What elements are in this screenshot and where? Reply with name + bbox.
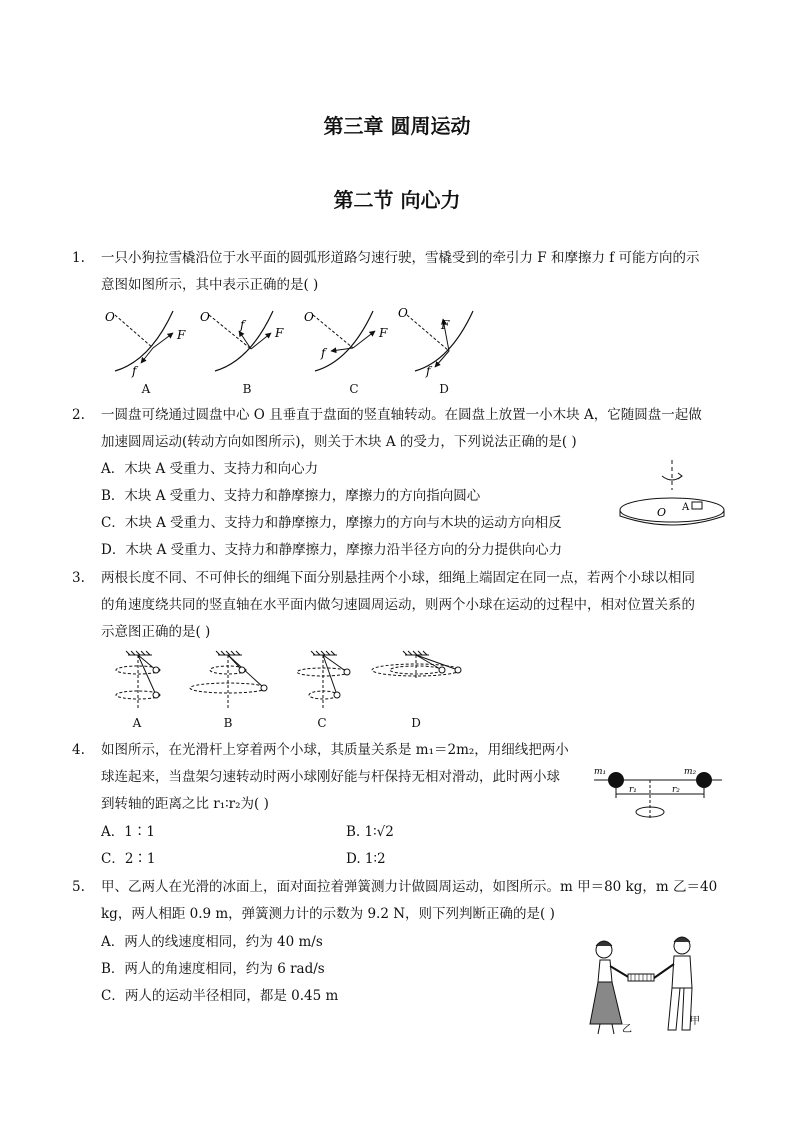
option-c-diagram bbox=[304, 310, 388, 371]
question-text-line: 两根长度不同、不可伸长的细绳下面分别悬挂两个小球，细绳上端固定在同一点，若两个小球以相同 bbox=[101, 570, 695, 586]
option-b-diagram bbox=[190, 651, 267, 710]
force-f-label: F bbox=[379, 326, 388, 340]
option-b-diagram bbox=[200, 310, 284, 371]
person-jia-label: 甲 bbox=[690, 1016, 700, 1027]
center-o-label: O bbox=[657, 506, 667, 519]
rod-balls-figure bbox=[592, 762, 724, 824]
center-o-label: O bbox=[398, 306, 408, 320]
option-b[interactable]: B．两人的角速度相同，约为 6 rad/s bbox=[101, 961, 325, 977]
option-a-diagram bbox=[116, 651, 160, 710]
option-d-diagram bbox=[372, 651, 461, 680]
question-text-line: 的角速度绕共同的竖直轴在水平面内做匀速圆周运动，则两个小球在运动的过程中，相对位置关系的 bbox=[101, 597, 695, 613]
figure-label-b: B bbox=[242, 382, 252, 396]
friction-f-label: f bbox=[132, 364, 137, 378]
radius-r2-label: r₂ bbox=[672, 785, 680, 795]
figure-label-d: D bbox=[411, 716, 421, 730]
ice-skaters-figure bbox=[582, 932, 702, 1042]
option-c-diagram bbox=[297, 651, 350, 710]
question-number: 4. bbox=[72, 742, 85, 758]
rotating-disk-figure bbox=[612, 460, 732, 530]
center-o-label: O bbox=[105, 310, 115, 324]
force-f-label: F bbox=[275, 326, 284, 340]
option-c[interactable]: C．木块 A 受重力、支持力和静摩擦力，摩擦力的方向与木块的运动方向相反 bbox=[101, 515, 562, 531]
force-f-label: F bbox=[441, 318, 450, 332]
right-skater-illustration bbox=[654, 937, 700, 1030]
question-text-line: 甲、乙两人在光滑的冰面上，面对面拉着弹簧测力计做圆周运动，如图所示。m 甲＝80 kg，m 乙＝40 bbox=[101, 879, 718, 895]
option-b[interactable]: B．木块 A 受重力、支持力和静摩擦力，摩擦力的方向指向圆心 bbox=[101, 488, 481, 504]
option-c[interactable]: C．2∶1 bbox=[101, 851, 156, 867]
figure-label-b: B bbox=[223, 716, 233, 730]
question-text-line: 加速圆周运动(转动方向如图所示)，则关于木块 A 的受力，下列说法正确的是( ) bbox=[101, 434, 577, 450]
option-d-diagram bbox=[398, 306, 473, 378]
center-o-label: O bbox=[304, 310, 314, 324]
question-text-line: 意图如图所示，其中表示正确的是( ) bbox=[101, 277, 319, 293]
question-number: 5. bbox=[72, 879, 85, 895]
figure-label-c: C bbox=[317, 716, 327, 730]
option-a[interactable]: A．1∶1 bbox=[101, 824, 155, 840]
sled-force-figure bbox=[95, 303, 485, 378]
question-text-line: 到转轴的距离之比 r₁∶r₂为( ) bbox=[101, 796, 269, 812]
mass-m2-label: m₂ bbox=[684, 767, 697, 777]
question-text-line: 球连起来，当盘架匀速转动时两小球刚好能与杆保持无相对滑动，此时两小球 bbox=[101, 769, 560, 785]
friction-f-label: f bbox=[321, 346, 326, 360]
conical-pendulum-figure bbox=[100, 650, 480, 712]
question-number: 1. bbox=[72, 250, 85, 266]
friction-f-label: f bbox=[240, 318, 245, 332]
person-yi-label: 乙 bbox=[622, 1024, 632, 1035]
figure-label-a: A bbox=[132, 716, 142, 730]
option-a[interactable]: A．木块 A 受重力、支持力和向心力 bbox=[101, 461, 319, 477]
mass-m1-label: m₁ bbox=[594, 767, 607, 777]
question-text-line: 一圆盘可绕通过圆盘中心 O 且垂直于盘面的竖直轴转动。在圆盘上放置一小木块 A，它随圆盘一起做 bbox=[101, 407, 702, 423]
question-number: 3. bbox=[72, 570, 85, 586]
center-o-label: O bbox=[200, 310, 210, 324]
option-d[interactable]: D．木块 A 受重力、支持力和静摩擦力，摩擦力沿半径方向的分力提供向心力 bbox=[101, 542, 563, 558]
force-f-label: F bbox=[177, 328, 186, 342]
figure-label-a: A bbox=[141, 382, 151, 396]
option-b[interactable]: B. 1∶√2 bbox=[346, 824, 394, 840]
friction-f-label: f bbox=[426, 364, 431, 378]
question-number: 2. bbox=[72, 407, 85, 423]
option-c[interactable]: C．两人的运动半径相同，都是 0.45 m bbox=[101, 988, 339, 1004]
block-a-label: A bbox=[682, 502, 690, 513]
question-text-line: 示意图正确的是( ) bbox=[101, 624, 211, 640]
option-d[interactable]: D. 1∶2 bbox=[346, 851, 386, 867]
spring-scale-illustration bbox=[628, 974, 654, 981]
figure-label-c: C bbox=[349, 382, 359, 396]
question-text-line: 如图所示，在光滑杆上穿着两个小球，其质量关系是 m₁＝2m₂，用细线把两小 bbox=[101, 742, 569, 758]
question-text-line: 一只小狗拉雪橇沿位于水平面的圆弧形道路匀速行驶，雪橇受到的牵引力 F 和摩擦力 f 可能方向的示 bbox=[101, 250, 700, 266]
left-skater-illustration bbox=[590, 941, 632, 1035]
question-text-line: kg，两人相距 0.9 m，弹簧测力计的示数为 9.2 N，则下列判断正确的是( ) bbox=[101, 906, 555, 922]
chapter-title: 第三章 圆周运动 bbox=[323, 114, 471, 138]
option-a-diagram bbox=[105, 310, 186, 378]
section-title: 第二节 向心力 bbox=[333, 188, 461, 212]
option-a[interactable]: A．两人的线速度相同，约为 40 m/s bbox=[101, 934, 323, 950]
radius-r1-label: r₁ bbox=[629, 785, 637, 795]
figure-label-d: D bbox=[439, 382, 449, 396]
